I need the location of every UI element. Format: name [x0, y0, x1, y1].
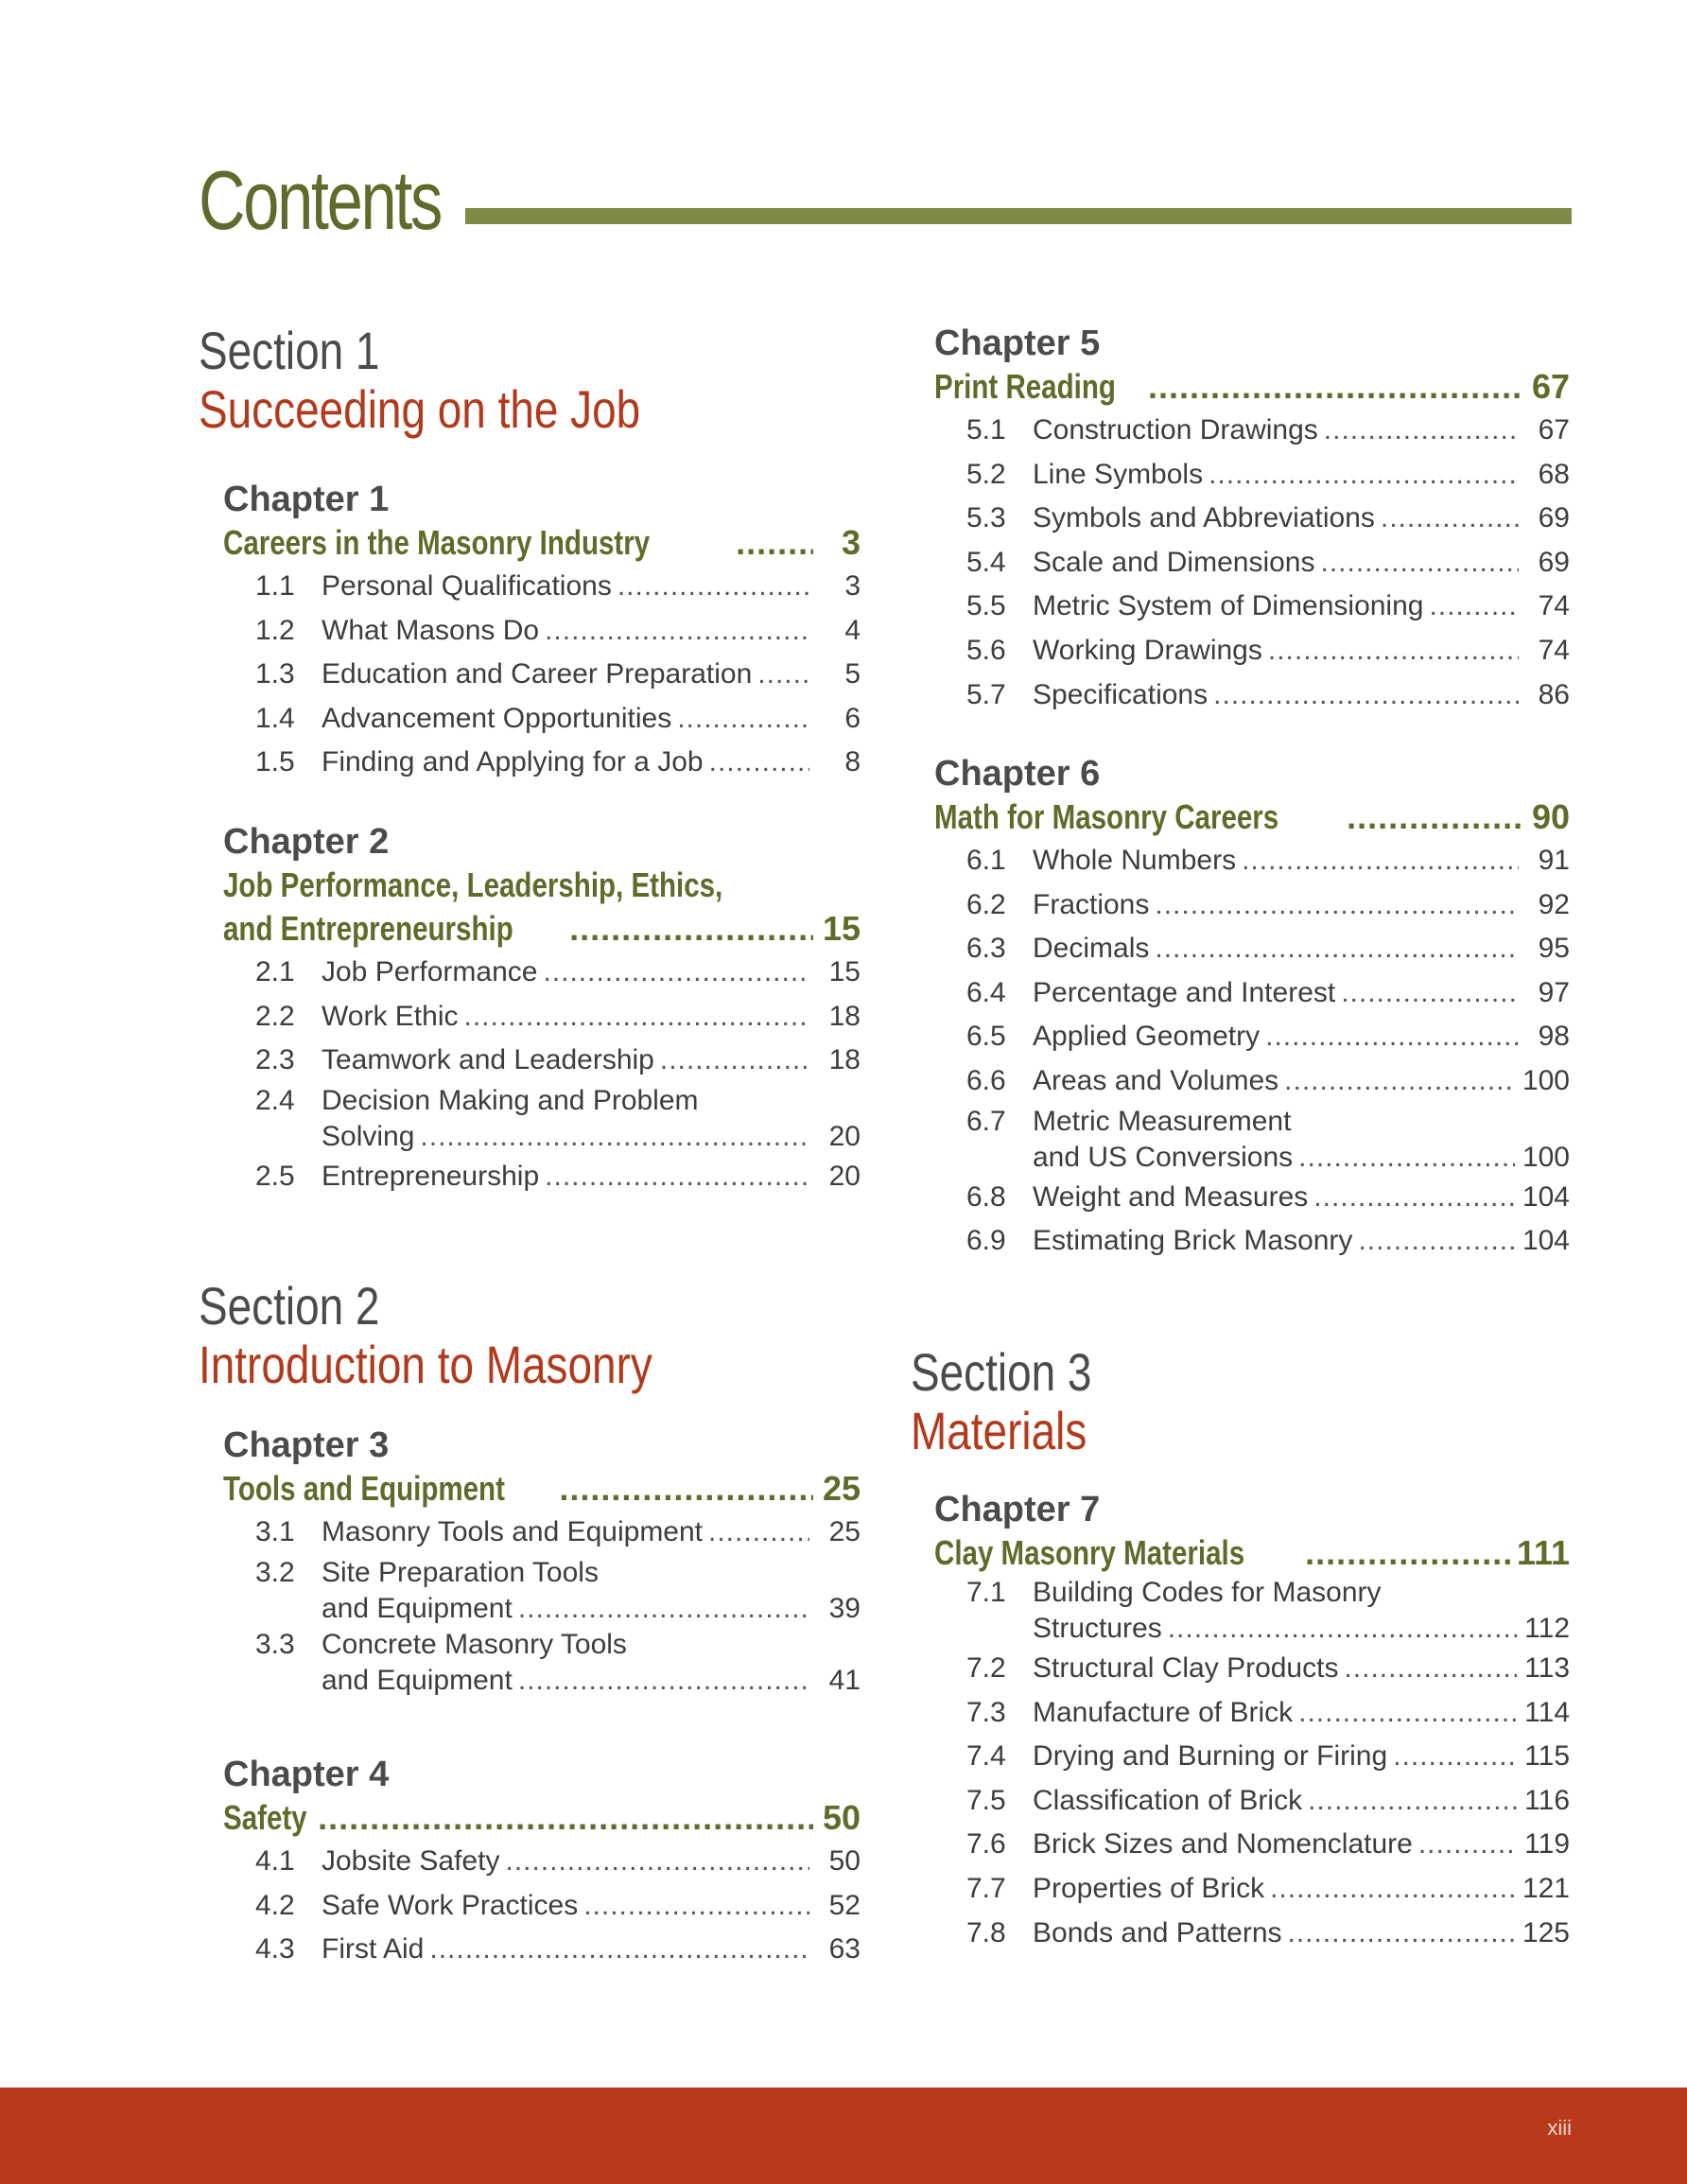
dot-leader	[1324, 409, 1519, 453]
dot-leader	[1242, 839, 1519, 883]
chapter-title-line-1[interactable]: Job Performance, Leadership, Ethics,	[223, 865, 723, 904]
entry-number: 5.7	[966, 678, 1006, 710]
dot-leader	[1209, 453, 1519, 498]
dot-leader	[463, 995, 809, 1040]
entry-page: 4	[844, 614, 861, 646]
entry-page: 67	[1538, 414, 1570, 446]
entry-title: What Masons Do	[322, 614, 540, 646]
entry-title: Safe Work Practices	[322, 1889, 579, 1921]
entry-number: 6.3	[966, 933, 1006, 965]
chapter-items	[223, 951, 861, 1198]
chapter-page: 25	[822, 1469, 861, 1508]
dot-leader	[708, 1511, 809, 1555]
entry-page: 113	[1524, 1652, 1570, 1684]
dot-leader	[583, 1884, 809, 1929]
toc-entry[interactable]	[223, 1039, 861, 1083]
dot-leader	[429, 1928, 809, 1972]
entry-page: 115	[1524, 1740, 1570, 1773]
entry-page: 92	[1538, 888, 1570, 920]
dot-leader	[1347, 795, 1522, 839]
entry-title: Metric System of Dimensioning	[1033, 590, 1424, 622]
dot-leader	[559, 1467, 813, 1511]
page-title: Contents	[199, 153, 442, 247]
entry-page: 98	[1538, 1021, 1570, 1053]
section-number: Section 2	[199, 1276, 380, 1336]
entry-page: 3	[844, 570, 861, 602]
entry-title: Finding and Applying for a Job	[322, 746, 704, 778]
entry-title: Weight and Measures	[1033, 1180, 1309, 1213]
chapter-3	[223, 1424, 861, 1699]
dot-leader	[1155, 883, 1519, 928]
section-name: Materials	[911, 1401, 1087, 1460]
entry-page: 121	[1522, 1872, 1570, 1904]
entry-page: 97	[1538, 976, 1570, 1008]
section-number: Section 1	[199, 321, 380, 380]
entry-title: First Aid	[322, 1933, 425, 1966]
toc-entry[interactable]	[934, 1647, 1570, 1691]
entry-number: 5.3	[966, 502, 1006, 534]
entry-title: Drying and Burning or Firing	[1033, 1740, 1388, 1773]
entry-number: 2.1	[255, 956, 295, 987]
entry-title: Decimals	[1033, 933, 1150, 965]
entry-page: 69	[1538, 546, 1570, 578]
entry-title: Concrete Masonry Tools	[322, 1628, 627, 1660]
dot-leader	[677, 697, 809, 742]
dot-leader	[617, 565, 809, 609]
chapter-title: Clay Masonry Materials	[934, 1533, 1245, 1572]
entry-number: 3.1	[255, 1516, 295, 1547]
entry-title-continued: and Equipment	[322, 1664, 513, 1696]
entry-number: 6.2	[966, 888, 1006, 920]
chapter-title-row[interactable]	[934, 365, 1570, 409]
entry-page: 6	[844, 702, 861, 734]
entry-title: Properties of Brick	[1033, 1872, 1265, 1904]
chapter-title: Math for Masonry Careers	[934, 797, 1279, 836]
entry-number: 1.2	[255, 614, 295, 646]
chapter-title: Print Reading	[934, 367, 1116, 406]
dot-leader	[1270, 1867, 1515, 1912]
entry-page: 95	[1538, 933, 1570, 965]
entry-page: 63	[828, 1933, 861, 1966]
chapter-title-row[interactable]	[934, 795, 1570, 839]
entry-title: Fractions	[1033, 888, 1150, 920]
toc-entry[interactable]	[223, 1928, 861, 1972]
toc-entry[interactable]	[934, 497, 1570, 541]
entry-page: 114	[1524, 1696, 1570, 1728]
toc-entry[interactable]	[934, 1575, 1570, 1647]
entry-page: 100	[1522, 1141, 1570, 1173]
toc-entry[interactable]	[934, 971, 1570, 1016]
toc-entry[interactable]	[934, 1015, 1570, 1059]
entry-title: Advancement Opportunities	[322, 702, 672, 734]
chapter-1	[223, 478, 861, 785]
toc-entry[interactable]	[223, 609, 861, 654]
toc-entry[interactable]	[223, 697, 861, 742]
chapter-title-row[interactable]	[223, 1467, 861, 1511]
toc-entry[interactable]	[934, 673, 1570, 718]
chapter-label: Chapter 7	[934, 1490, 1101, 1529]
entry-number: 7.8	[966, 1916, 1006, 1948]
dot-leader	[1298, 1140, 1515, 1176]
entry-page: 116	[1524, 1784, 1570, 1816]
entry-page: 74	[1538, 590, 1570, 622]
chapter-items	[223, 1840, 861, 1972]
chapter-items	[223, 565, 861, 785]
chapter-items	[223, 1511, 861, 1699]
entry-title: Teamwork and Leadership	[322, 1044, 654, 1076]
chapter-5	[934, 322, 1570, 717]
entry-title: Percentage and Interest	[1033, 976, 1336, 1008]
toc-entry[interactable]	[934, 927, 1570, 971]
entry-title-continued: and Equipment	[322, 1592, 513, 1624]
dot-leader	[1155, 927, 1519, 971]
toc-entry[interactable]	[223, 995, 861, 1040]
dot-leader	[1313, 1176, 1515, 1220]
entry-number: 7.3	[966, 1696, 1006, 1728]
section-3-heading	[911, 1343, 1570, 1460]
entry-number: 4.1	[255, 1845, 295, 1877]
entry-number: 7.7	[966, 1872, 1006, 1904]
entry-title: Metric Measurement	[1033, 1105, 1292, 1137]
entry-number: 5.5	[966, 590, 1006, 622]
toc-entry[interactable]	[223, 1840, 861, 1884]
entry-title-continued: Structures	[1033, 1613, 1162, 1644]
toc-entry[interactable]	[934, 585, 1570, 629]
dot-leader	[420, 1119, 809, 1155]
entry-page: 8	[844, 746, 861, 778]
entry-title-continued: Solving	[322, 1120, 415, 1152]
toc-entry[interactable]	[934, 839, 1570, 883]
section-name: Succeeding on the Job	[199, 379, 641, 439]
entry-number: 5.1	[966, 414, 1006, 446]
entry-page: 5	[844, 658, 861, 690]
dot-leader	[518, 1591, 809, 1627]
entry-number: 4.3	[255, 1933, 295, 1966]
dot-leader	[1265, 1015, 1519, 1059]
chapter-items	[934, 839, 1570, 1264]
entry-number: 3.3	[255, 1628, 295, 1660]
toc-entry[interactable]	[934, 453, 1570, 498]
dot-leader	[1344, 1647, 1517, 1691]
entry-page: 50	[828, 1845, 861, 1877]
entry-number: 1.4	[255, 702, 295, 734]
chapter-title-row[interactable]	[223, 907, 861, 951]
entry-number: 4.2	[255, 1889, 295, 1921]
entry-page: 18	[828, 1000, 861, 1032]
entry-page: 91	[1538, 845, 1570, 876]
dot-leader	[1213, 673, 1519, 718]
dot-leader	[1429, 585, 1519, 629]
chapter-title: Tools and Equipment	[223, 1469, 505, 1508]
chapter-label: Chapter 6	[934, 754, 1101, 794]
entry-title: Education and Career Preparation	[322, 658, 753, 690]
entry-page: 18	[828, 1044, 861, 1076]
dot-leader	[545, 1155, 809, 1199]
entry-title: Site Preparation Tools	[322, 1556, 599, 1588]
toc-entry[interactable]	[934, 1219, 1570, 1264]
entry-title: Working Drawings	[1033, 634, 1262, 666]
entry-number: 1.1	[255, 570, 295, 602]
section-1-heading	[199, 322, 861, 439]
dot-leader	[1298, 1691, 1517, 1736]
chapter-items	[934, 409, 1570, 717]
entry-page: 20	[828, 1160, 861, 1192]
chapter-7	[934, 1488, 1570, 1955]
dot-leader	[736, 521, 813, 565]
dot-leader	[318, 1796, 813, 1840]
toc-entry[interactable]	[223, 1884, 861, 1929]
entry-title: Classification of Brick	[1033, 1784, 1303, 1816]
footer-band	[0, 2088, 1687, 2184]
entry-title: Bonds and Patterns	[1033, 1916, 1282, 1948]
entry-title: Construction Drawings	[1033, 414, 1318, 446]
entry-page: 52	[828, 1889, 861, 1921]
toc-entry[interactable]	[934, 883, 1570, 928]
toc-entry[interactable]	[934, 629, 1570, 673]
dot-leader	[518, 1663, 809, 1699]
entry-page: 25	[828, 1516, 861, 1547]
page-number: xiii	[1547, 2116, 1572, 2140]
toc-entry[interactable]	[223, 565, 861, 609]
entry-page: 125	[1522, 1916, 1570, 1948]
chapter-title: Careers in the Masonry Industry	[223, 523, 651, 562]
entry-title: Brick Sizes and Nomenclature	[1033, 1828, 1413, 1861]
entry-title: Symbols and Abbreviations	[1033, 502, 1375, 534]
entry-title: Entrepreneurship	[322, 1160, 540, 1192]
entry-title: Specifications	[1033, 678, 1209, 710]
chapter-title-row[interactable]	[934, 1531, 1570, 1575]
entry-number: 7.4	[966, 1740, 1006, 1773]
entry-number: 3.2	[255, 1556, 295, 1588]
entry-page: 68	[1538, 458, 1570, 490]
chapter-label: Chapter 1	[223, 480, 390, 519]
dot-leader	[1341, 971, 1519, 1016]
entry-page: 100	[1522, 1064, 1570, 1096]
entry-title: Estimating Brick Masonry	[1033, 1225, 1353, 1257]
entry-title: Whole Numbers	[1033, 845, 1237, 876]
chapter-title: Safety	[223, 1798, 307, 1837]
section-number: Section 3	[911, 1342, 1092, 1402]
dot-leader	[1305, 1531, 1511, 1575]
entry-number: 6.7	[966, 1105, 1006, 1137]
dot-leader	[1358, 1219, 1515, 1264]
toc-entry[interactable]	[934, 1735, 1570, 1779]
toc-entry[interactable]	[223, 741, 861, 785]
entry-page: 69	[1538, 502, 1570, 534]
entry-page: 104	[1522, 1180, 1570, 1213]
entry-title: Structural Clay Products	[1033, 1652, 1339, 1684]
chapter-label: Chapter 3	[223, 1425, 390, 1465]
title-rule	[465, 208, 1572, 224]
toc-entry[interactable]	[934, 1691, 1570, 1736]
entry-number: 6.4	[966, 976, 1006, 1008]
entry-title: Scale and Dimensions	[1033, 546, 1315, 578]
toc-entry[interactable]	[223, 1627, 861, 1699]
toc-entry[interactable]	[223, 1155, 861, 1199]
entry-title: Personal Qualifications	[322, 570, 612, 602]
dot-leader	[660, 1039, 809, 1083]
dot-leader	[1268, 629, 1519, 673]
entry-number: 5.2	[966, 458, 1006, 490]
dot-leader	[1168, 1611, 1517, 1647]
entry-number: 1.5	[255, 746, 295, 778]
toc-entry[interactable]	[934, 1176, 1570, 1220]
entry-page: 39	[828, 1592, 861, 1624]
toc-entry[interactable]	[934, 1912, 1570, 1956]
entry-title: Masonry Tools and Equipment	[322, 1516, 704, 1547]
chapter-title-line-2: and Entrepreneurship	[223, 909, 513, 948]
dot-leader	[545, 609, 809, 654]
dot-leader	[1148, 365, 1522, 409]
entry-number: 1.3	[255, 658, 295, 690]
toc-entry[interactable]	[934, 1779, 1570, 1824]
entry-title: Job Performance	[322, 956, 538, 987]
entry-title: Line Symbols	[1033, 458, 1204, 490]
entry-title-continued: and US Conversions	[1033, 1141, 1294, 1173]
dot-leader	[757, 653, 809, 697]
chapter-page: 50	[822, 1798, 861, 1837]
section-2-heading	[199, 1277, 861, 1394]
toc-entry[interactable]	[223, 1555, 861, 1627]
toc-entry[interactable]	[223, 951, 861, 995]
chapter-6	[934, 752, 1570, 1264]
entry-number: 6.1	[966, 845, 1006, 876]
entry-number: 2.5	[255, 1160, 295, 1192]
toc-entry[interactable]	[934, 1104, 1570, 1176]
entry-title: Manufacture of Brick	[1033, 1696, 1294, 1728]
dot-leader	[1381, 497, 1519, 541]
entry-number: 2.3	[255, 1044, 295, 1076]
dot-leader	[569, 907, 813, 951]
entry-page: 20	[828, 1120, 861, 1152]
dot-leader	[1321, 541, 1520, 585]
entry-title: Jobsite Safety	[322, 1845, 500, 1877]
entry-title: Decision Making and Problem	[322, 1084, 699, 1116]
entry-number: 2.2	[255, 1000, 295, 1032]
dot-leader	[1284, 1059, 1515, 1104]
dot-leader	[709, 741, 809, 785]
entry-title: Applied Geometry	[1033, 1021, 1261, 1053]
dot-leader	[1308, 1779, 1517, 1824]
toc-entry[interactable]	[934, 541, 1570, 585]
entry-number: 2.4	[255, 1084, 295, 1116]
entry-number: 7.1	[966, 1577, 1006, 1608]
dot-leader	[505, 1840, 809, 1884]
entry-number: 5.6	[966, 634, 1006, 666]
dot-leader	[1393, 1735, 1517, 1779]
entry-page: 112	[1524, 1613, 1570, 1644]
entry-page: 119	[1524, 1828, 1570, 1861]
entry-number: 7.5	[966, 1784, 1006, 1816]
chapter-2	[223, 820, 861, 1198]
entry-page: 74	[1538, 634, 1570, 666]
chapter-label: Chapter 4	[223, 1755, 390, 1794]
toc-entry[interactable]	[223, 653, 861, 697]
entry-number: 5.4	[966, 546, 1006, 578]
chapter-page: 111	[1516, 1533, 1570, 1572]
toc-entry[interactable]	[934, 1867, 1570, 1912]
chapter-page: 67	[1531, 367, 1570, 406]
toc-entry[interactable]	[934, 1823, 1570, 1867]
entry-page: 41	[828, 1664, 861, 1696]
chapter-page: 90	[1531, 797, 1570, 836]
chapter-4	[223, 1753, 861, 1972]
toc-entry[interactable]	[223, 1511, 861, 1555]
chapter-label: Chapter 2	[223, 822, 390, 862]
chapter-items	[934, 1575, 1570, 1955]
entry-title: Areas and Volumes	[1033, 1064, 1279, 1096]
entry-number: 6.8	[966, 1180, 1006, 1213]
chapter-title-row[interactable]	[223, 1796, 861, 1840]
entry-title: Work Ethic	[322, 1000, 459, 1032]
entry-page: 15	[828, 956, 861, 987]
entry-page: 104	[1522, 1225, 1570, 1257]
entry-number: 6.6	[966, 1064, 1006, 1096]
dot-leader	[543, 951, 809, 995]
chapter-page: 3	[841, 523, 861, 562]
entry-page: 86	[1538, 678, 1570, 710]
entry-number: 6.5	[966, 1021, 1006, 1053]
entry-number: 7.6	[966, 1828, 1006, 1861]
toc-entry[interactable]	[934, 1059, 1570, 1104]
dot-leader	[1288, 1912, 1515, 1956]
chapter-label: Chapter 5	[934, 323, 1101, 363]
entry-title: Building Codes for Masonry	[1033, 1577, 1382, 1608]
chapter-page: 15	[822, 909, 861, 948]
dot-leader	[1418, 1823, 1517, 1867]
entry-number: 6.9	[966, 1225, 1006, 1257]
chapter-title-row[interactable]	[223, 521, 861, 565]
toc-entry[interactable]	[223, 1083, 861, 1155]
toc-entry[interactable]	[934, 409, 1570, 453]
section-name: Introduction to Masonry	[199, 1335, 652, 1394]
entry-number: 7.2	[966, 1652, 1006, 1684]
